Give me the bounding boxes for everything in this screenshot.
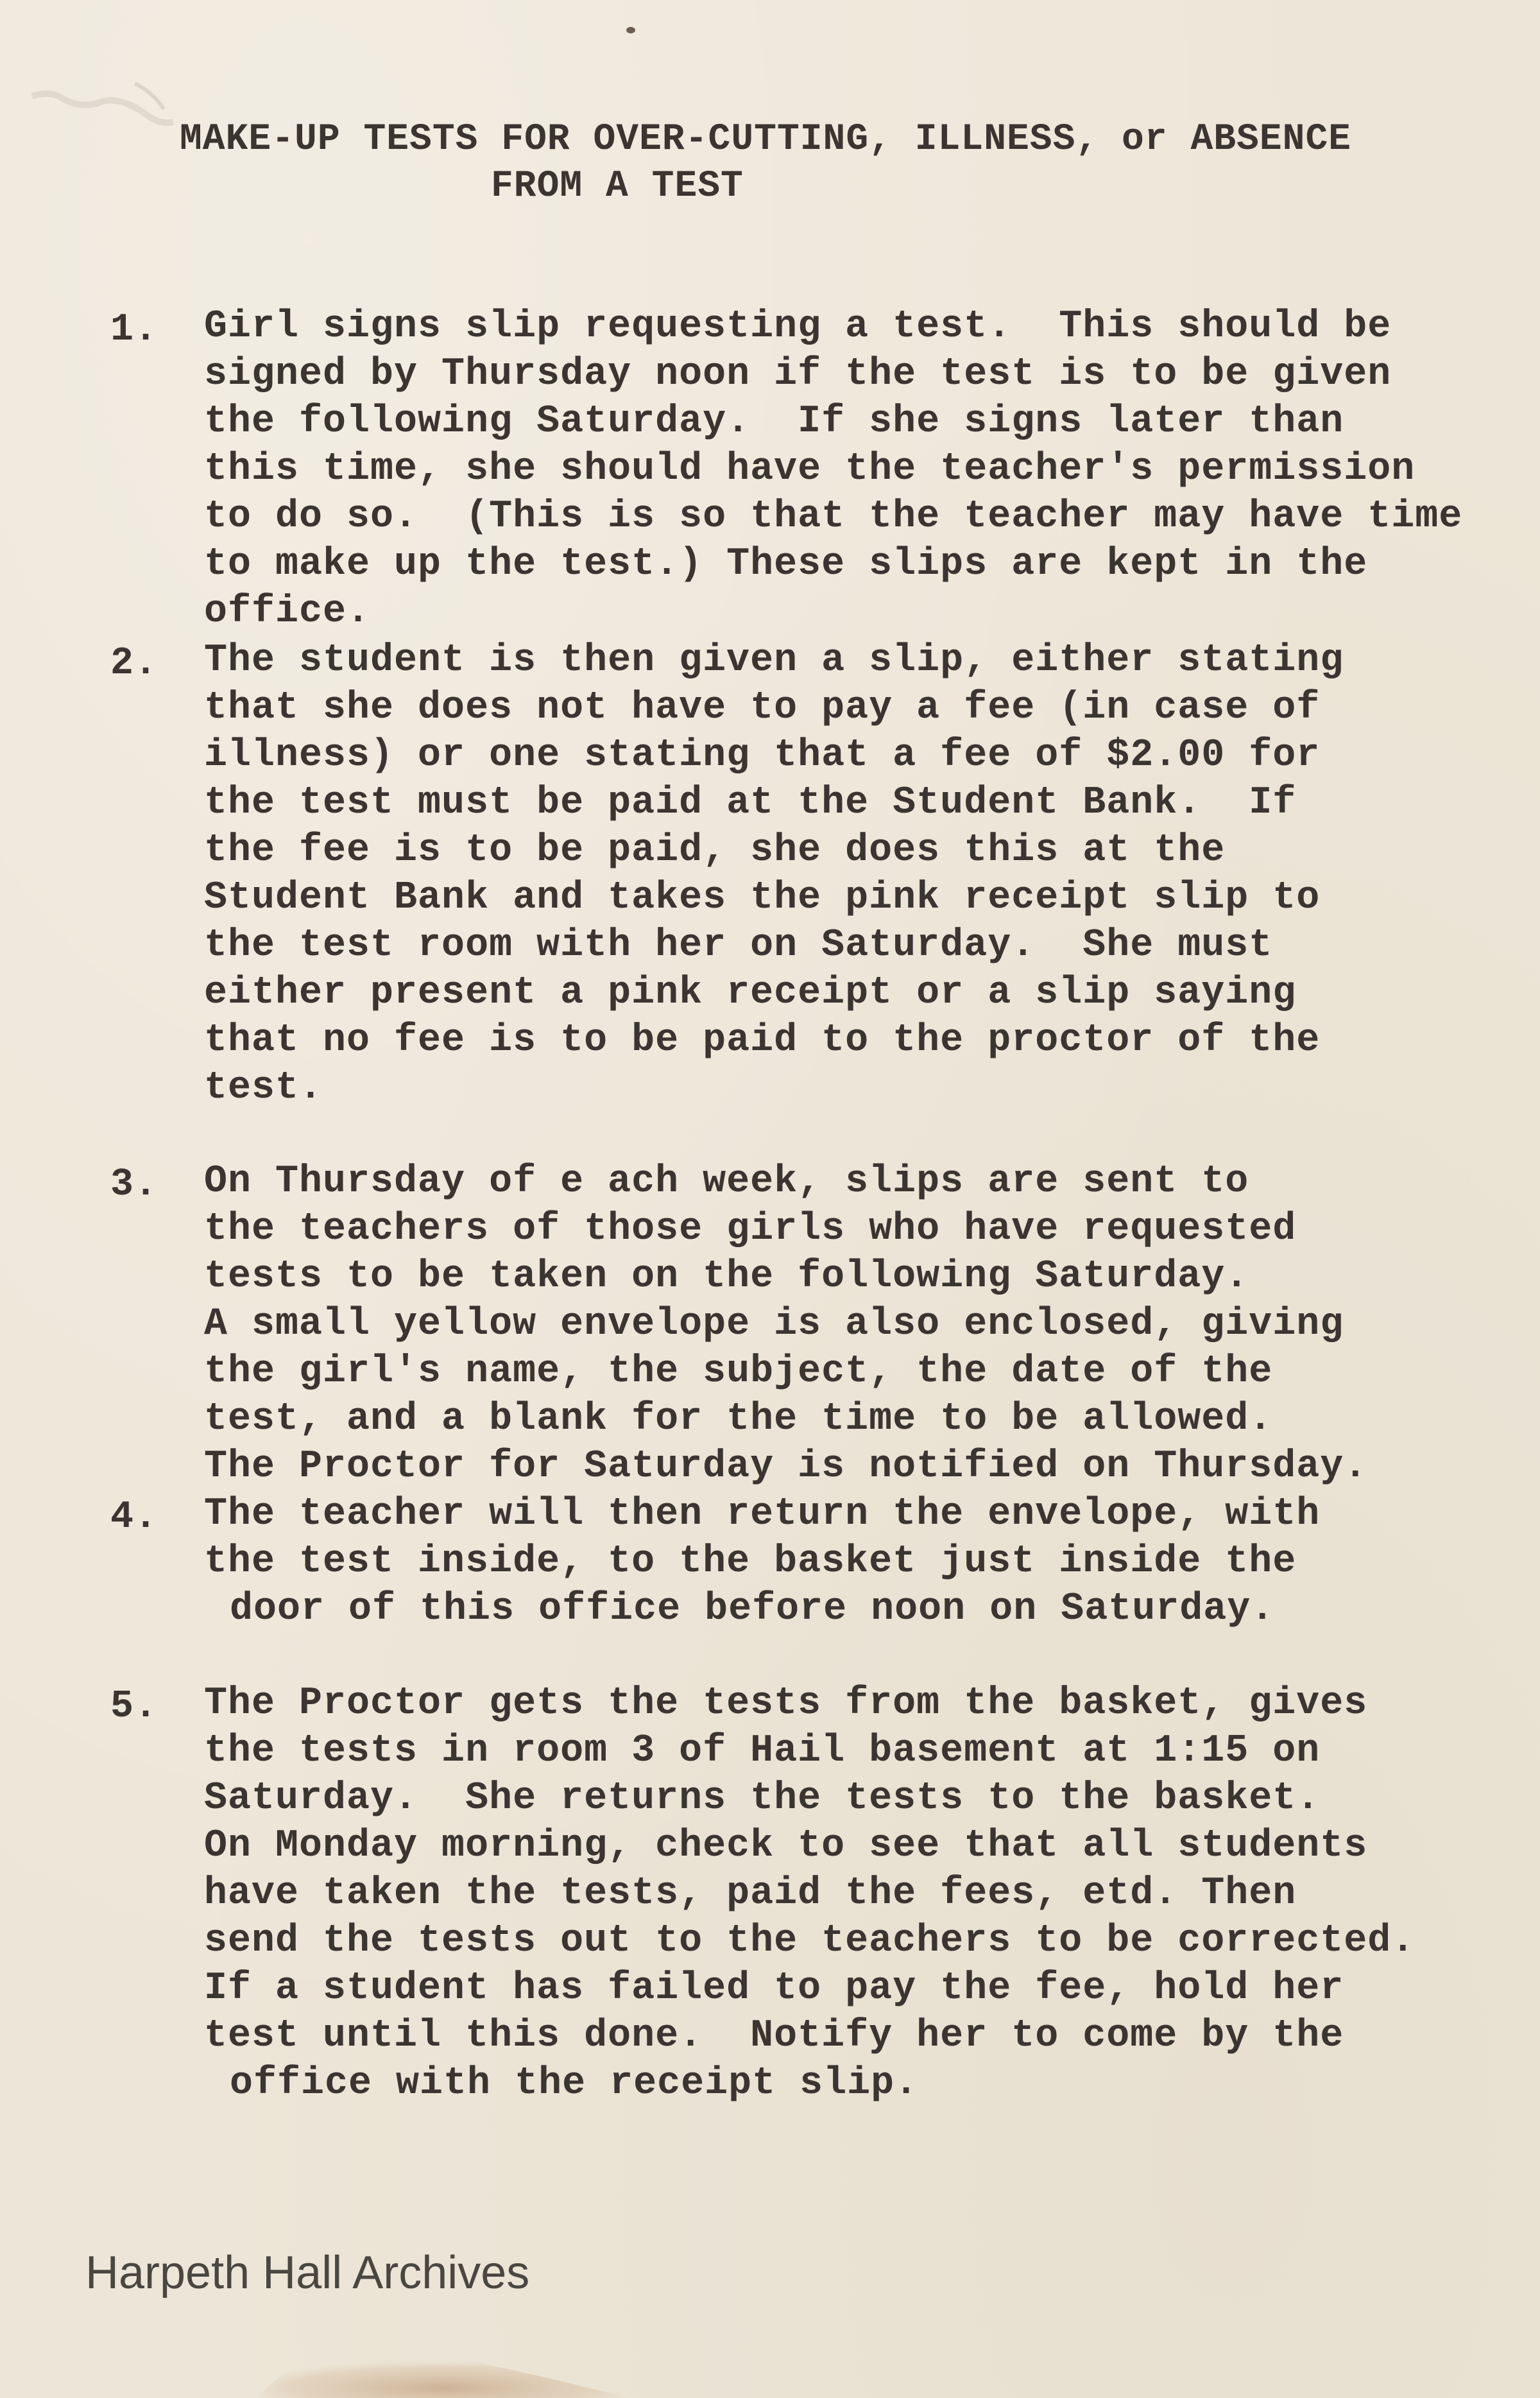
list-item [204, 1490, 1487, 1633]
list-item [204, 303, 1487, 635]
item-line: the following Saturday. If she signs later than [204, 400, 1344, 444]
item-line: illness) or one stating that a fee of $2.00 for [204, 734, 1321, 777]
item-line: Saturday. She returns the tests to the basket. [204, 1777, 1321, 1820]
item-line: office with the receipt slip. [230, 2062, 919, 2105]
item-line: If a student has failed to pay the fee, hold her [204, 1967, 1344, 2010]
document-title-line-1: MAKE-UP TESTS FOR OVER-CUTTING, ILLNESS, or ABSENCE [180, 119, 1352, 160]
item-line: that she does not have to pay a fee (in case of [204, 686, 1321, 730]
item-line: to do so. (This is so that the teacher may have time [204, 495, 1463, 539]
item-line: On Monday morning, check to see that all students [204, 1824, 1368, 1868]
ink-speck [626, 27, 635, 33]
item-line: either present a pink receipt or a slip saying [204, 971, 1297, 1015]
item-line: Student Bank and takes the pink receipt slip to [204, 876, 1321, 920]
item-line: the test inside, to the basket just inside the [204, 1540, 1297, 1583]
item-line: the test room with her on Saturday. She must [204, 924, 1273, 967]
item-line: to make up the test.) These slips are kept in the [204, 542, 1368, 586]
item-line: The teacher will then return the envelope, with [204, 1492, 1321, 1536]
archive-watermark: Harpeth Hall Archives [85, 2247, 530, 2299]
item-line: On Thursday of e ach week, slips are sent to [204, 1160, 1249, 1203]
item-line: The Proctor gets the tests from the basket, gives [204, 1682, 1368, 1725]
item-number: 4. [110, 1496, 158, 1539]
item-line: the fee is to be paid, she does this at the [204, 829, 1226, 872]
item-number: 2. [110, 642, 158, 686]
item-line: A small yellow envelope is also enclosed, giving [204, 1302, 1344, 1346]
item-line: door of this office before noon on Saturday. [230, 1587, 1275, 1631]
list-item [204, 1158, 1487, 1490]
document-title-line-2: FROM A TEST [491, 166, 744, 207]
item-line: signed by Thursday noon if the test is to be given [204, 352, 1392, 396]
item-line: test, and a blank for the time to be allowed. [204, 1397, 1273, 1441]
item-line: the tests in room 3 of Hail basement at 1:15 on [204, 1729, 1321, 1773]
list-item [204, 637, 1487, 1112]
paper-scuff-mark [26, 71, 180, 141]
item-line: the test must be paid at the Student Bank. If [204, 781, 1297, 825]
item-number: 1. [110, 308, 158, 352]
item-line: The Proctor for Saturday is notified on Thursday. [204, 1445, 1368, 1488]
item-line: that no fee is to be paid to the proctor of the [204, 1019, 1321, 1062]
item-number: 5. [110, 1685, 158, 1729]
item-line: have taken the tests, paid the fees, etd. Then [204, 1872, 1297, 1915]
item-number: 3. [110, 1163, 158, 1207]
list-item [204, 1680, 1487, 2107]
item-line: office. [204, 590, 371, 634]
paper-stain [244, 2330, 642, 2398]
item-line: the teachers of those girls who have requested [204, 1207, 1297, 1251]
item-line: send the tests out to the teachers to be corrected. [204, 1919, 1416, 1963]
item-line: test. [204, 1066, 323, 1110]
item-line: Girl signs slip requesting a test. This should be [204, 305, 1392, 349]
item-line: tests to be taken on the following Saturday. [204, 1255, 1249, 1298]
item-line: this time, she should have the teacher's permission [204, 447, 1416, 491]
item-line: test until this done. Notify her to come by the [204, 2014, 1344, 2058]
item-line: the girl's name, the subject, the date of the [204, 1350, 1273, 1393]
item-line: The student is then given a slip, either stating [204, 639, 1344, 682]
